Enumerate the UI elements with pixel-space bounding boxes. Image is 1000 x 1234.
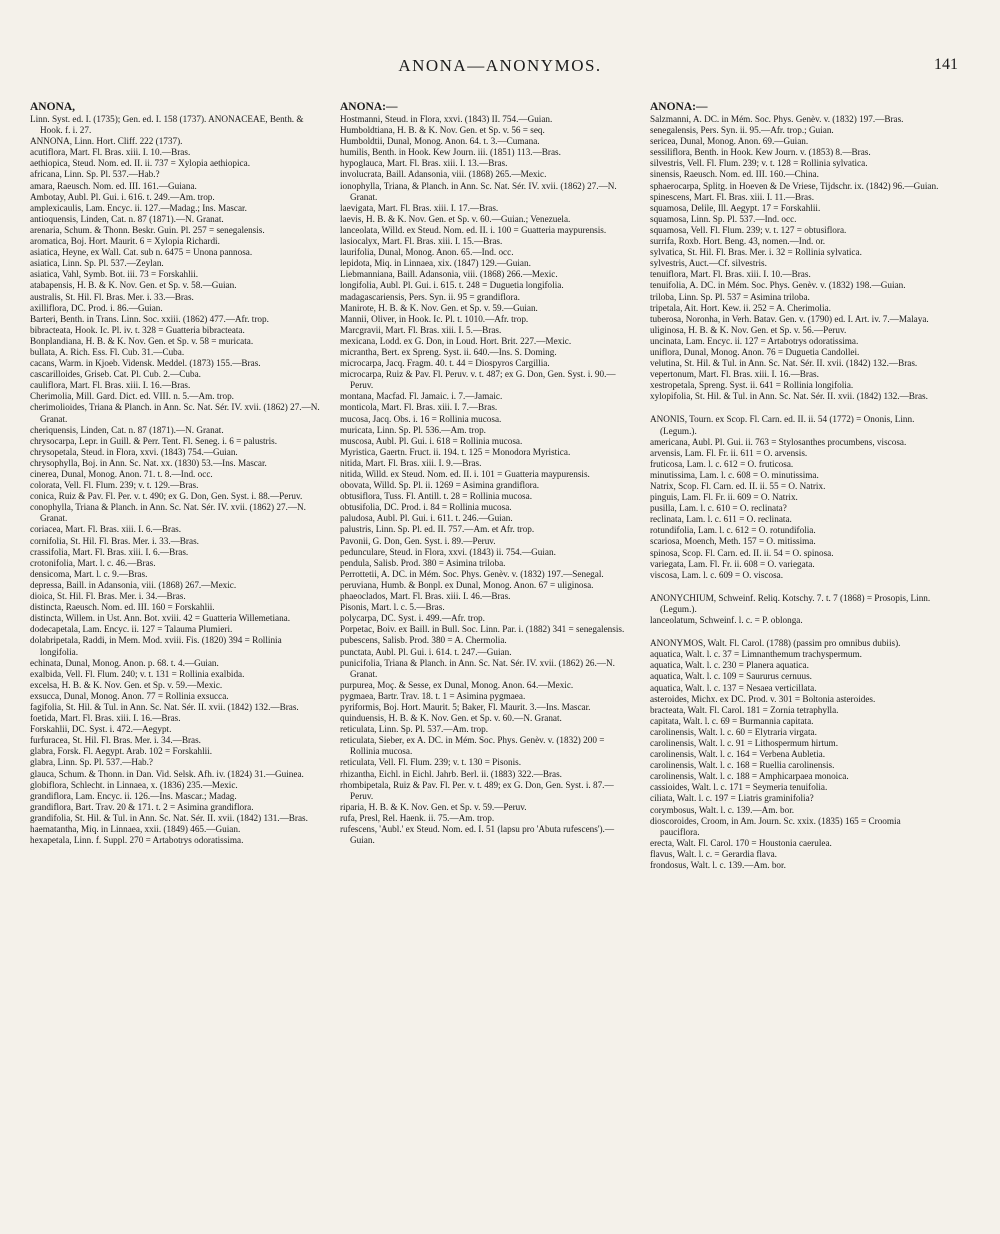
index-entry: dolabripetala, Raddi, in Mem. Mod. xviii. Fis. (1820) 394 = Rollinia longifolia. xyxy=(30,635,282,657)
index-entry: cauliflora, Mart. Fl. Bras. xiii. I. 16.—Bras. xyxy=(30,380,191,391)
index-entry: tenuifolia, A. DC. in Mém. Soc. Phys. Genèv. v. (1832) 198.—Guian. xyxy=(650,280,906,291)
index-entry: dioscoroides, Croom, in Am. Journ. Sc. xxix. (1835) 165 = Croomia pauciflora. xyxy=(650,815,901,837)
index-entry: tripetala, Ait. Hort. Kew. ii. 252 = A. Cherimolia. xyxy=(650,302,831,313)
index-entry: reticulata, Vell. Fl. Flum. 239; v. t. 130 = Pisonis. xyxy=(340,757,522,768)
genus-heading: ANONA:— xyxy=(340,101,398,113)
index-entry: cornifolia, St. Hil. Fl. Bras. Mer. i. 33.—Bras. xyxy=(30,535,199,546)
index-entry: pusilla, Lam. l. c. 610 = O. reclinata? xyxy=(650,503,787,514)
index-entry: conophylla, Triana & Planch. in Ann. Sc. Nat. Sér. IV. xvii. (1862) 27.—N. Granat. xyxy=(30,502,306,524)
index-entry: aquatica, Walt. l. c. 137 = Nesaea verticillata. xyxy=(650,682,817,693)
index-entry: rhizantha, Eichl. in Eichl. Jahrb. Berl. ii. (1883) 322.—Bras. xyxy=(340,768,562,779)
genus-heading: ANONA:— xyxy=(650,101,708,113)
index-entry: capitata, Walt. l. c. 69 = Burmannia capitata. xyxy=(650,715,814,726)
index-entry: asiatica, Linn. Sp. Pl. 537.—Zeylan. xyxy=(30,258,164,269)
index-entry: viscosa, Lam. l. c. 609 = O. viscosa. xyxy=(650,569,784,580)
index-entry: surrifa, Roxb. Hort. Beng. 43, nomen.—Ind. or. xyxy=(650,236,826,247)
index-entry: crotonifolia, Mart. l. c. 46.—Bras. xyxy=(30,557,156,568)
column-3 xyxy=(650,100,940,871)
index-entry: laevigata, Mart. Fl. Bras. xiii. I. 17.—Bras. xyxy=(340,202,499,213)
index-entry: erecta, Walt. Fl. Carol. 170 = Houstonia caerulea. xyxy=(650,837,832,848)
index-entry: lanceolata, Willd. ex Steud. Nom. ed. II. i. 100 = Guatteria maypurensis. xyxy=(340,224,607,235)
index-entry: pyriformis, Boj. Hort. Maurit. 5; Baker, Fl. Maurit. 3.—Ins. Mascar. xyxy=(340,701,591,712)
index-entry: microcarpa, Jacq. Fragm. 40. t. 44 = Diospyros Cargillia. xyxy=(340,358,550,369)
index-entry: bracteata, Walt. Fl. Carol. 181 = Zornia tetraphylla. xyxy=(650,704,839,715)
index-entry: obtusifolia, DC. Prod. i. 84 = Rollinia mucosa. xyxy=(340,502,512,513)
index-entry: Forskahlii, DC. Syst. i. 472.—Aegypt. xyxy=(30,724,172,735)
index-entry: sessiliflora, Benth. in Hook. Kew Journ. v. (1853) 8.—Bras. xyxy=(650,147,871,158)
index-entry: reclinata, Lam. l. c. 611 = O. reclinata. xyxy=(650,514,792,525)
index-entry: velutina, St. Hil. & Tul. in Ann. Sc. Nat. Sér. II. xvii. (1842) 132.—Bras. xyxy=(650,358,918,369)
index-entry: Liebmanniana, Baill. Adansonia, viii. (1868) 266.—Mexic. xyxy=(340,269,558,280)
index-entry: atabapensis, H. B. & K. Nov. Gen. et Sp. v. 58.—Guian. xyxy=(30,280,237,291)
index-entry: conica, Ruiz & Pav. Fl. Per. v. t. 490; ex G. Don, Gen. Syst. i. 88.—Peruv. xyxy=(30,491,303,502)
index-entry: obovata, Willd. Sp. Pl. ii. 1269 = Asimina grandiflora. xyxy=(340,480,540,491)
index-entry: pubescens, Salisb. Prod. 380 = A. Chermolia. xyxy=(340,635,507,646)
index-entry: hypoglauca, Mart. Fl. Bras. xiii. I. 13.—Bras. xyxy=(340,158,508,169)
index-entry: reticulata, Sieber, ex A. DC. in Mém. Soc. Phys. Genèv. v. (1832) 200 = Rollinia mucosa. xyxy=(340,735,605,757)
index-entry: rufa, Presl, Rel. Haenk. ii. 75.—Am. trop. xyxy=(340,812,495,823)
index-entry: carolinensis, Walt. l. c. 60 = Elytraria virgata. xyxy=(650,726,817,737)
index-entry: depressa, Baill. in Adansonia, viii. (1868) 267.—Mexic. xyxy=(30,579,237,590)
index-entry: Manirote, H. B. & K. Nov. Gen. et Sp. v. 59.—Guian. xyxy=(340,302,538,313)
index-entry: ciliata, Walt. l. c. 197 = Liatris graminifolia? xyxy=(650,793,814,804)
index-entry: Pavonii, G. Don, Gen. Syst. i. 89.—Peruv. xyxy=(340,535,496,546)
index-entry: Ambotay, Aubl. Pl. Gui. i. 616. t. 249.—Am. trop. xyxy=(30,191,215,202)
index-entry: grandiflora, Lam. Encyc. ii. 126.—Ins. Mascar.; Madag. xyxy=(30,790,237,801)
index-entry: pinguis, Lam. Fl. Fr. ii. 609 = O. Natrix. xyxy=(650,492,798,503)
index-entry: corymbosus, Walt. l. c. 139.—Am. bor. xyxy=(650,804,795,815)
index-entry: sericea, Dunal, Monog. Anon. 69.—Guian. xyxy=(650,136,809,147)
index-entry: Cherimolia, Mill. Gard. Dict. ed. VIII. n. 5.—Am. trop. xyxy=(30,391,234,402)
index-entry: flavus, Walt. l. c. = Gerardia flava. xyxy=(650,848,777,859)
index-entry: riparia, H. B. & K. Nov. Gen. et Sp. v. 59.—Peruv. xyxy=(340,801,527,812)
index-entry: excelsa, H. B. & K. Nov. Gen. et Sp. v. 59.—Mexic. xyxy=(30,679,223,690)
index-entry: bibracteata, Hook. Ic. Pl. iv. t. 328 = Guatteria bibracteata. xyxy=(30,324,245,335)
index-entry: montana, Macfad. Fl. Jamaic. i. 7.—Jamaic. xyxy=(340,391,503,402)
index-entry: furfuracea, St. Hil. Fl. Bras. Mer. i. 34.—Bras. xyxy=(30,735,201,746)
index-entry: cinerea, Dunal, Monog. Anon. 71. t. 8.—Ind. occ. xyxy=(30,469,213,479)
index-entry: humilis, Benth. in Hook. Kew Journ. iii. (1851) 113.—Bras. xyxy=(340,147,561,158)
index-entry: nitida, Willd. ex Steud. Nom. ed. II. i. 101 = Guatteria maypurensis. xyxy=(340,469,590,479)
index-entry: triloba, Linn. Sp. Pl. 537 = Asimina triloba. xyxy=(650,291,810,302)
index-entry: distincta, Willem. in Ust. Ann. Bot. xviii. 42 = Guatteria Willemetiana. xyxy=(30,613,291,624)
index-entry: phaeoclados, Mart. Fl. Bras. xiii. I. 46.—Bras. xyxy=(340,591,511,602)
index-entry: carolinensis, Walt. l. c. 188 = Amphicarpaea monoica. xyxy=(650,771,849,782)
index-entry: arvensis, Lam. Fl. Fr. ii. 611 = O. arvensis. xyxy=(650,447,808,458)
index-entry: peruviana, Humb. & Bonpl. ex Dunal, Monog. Anon. 67 = uliginosa. xyxy=(340,579,594,590)
index-entry: densicoma, Mart. l. c. 9.—Bras. xyxy=(30,568,148,579)
index-entry: uncinata, Lam. Encyc. ii. 127 = Artabotrys odoratissima. xyxy=(650,335,859,346)
index-entry: tenuiflora, Mart. Fl. Bras. xiii. I. 10.—Bras. xyxy=(650,269,811,280)
index-entry: carolinensis, Walt. l. c. 168 = Ruellia carolinensis. xyxy=(650,760,835,771)
index-entry: rhombipetala, Ruiz & Pav. Fl. Per. v. t. 489; ex G. Don, Gen. Syst. i. 87.—Peruv. xyxy=(340,779,614,801)
index-entry: madagascariensis, Pers. Syn. ii. 95 = grandiflora. xyxy=(340,291,520,302)
index-entry: laevis, H. B. & K. Nov. Gen. et Sp. v. 60.—Guian.; Venezuela. xyxy=(340,213,571,224)
column-2 xyxy=(340,100,630,846)
genus-entry: ANONYCHIUM, Schweinf. Reliq. Kotschy. 7. t. 7 (1868) = Prosopis, Linn. (Legum.). xyxy=(650,592,931,614)
index-entry: punicifolia, Triana & Planch. in Ann. Sc. Nat. Sér. IV. xvii. (1862) 26.—N. Granat. xyxy=(340,657,615,679)
index-entry: mucosa, Jacq. Obs. i. 16 = Rollinia mucosa. xyxy=(340,413,502,424)
index-entry: sylvatica, St. Hil. Fl. Bras. Mer. i. 32 = Rollinia sylvatica. xyxy=(650,247,862,258)
index-entry: fagifolia, St. Hil. & Tul. in Ann. Sc. Nat. Sér. II. xvii. (1842) 132.—Bras. xyxy=(30,701,299,712)
genus-entry: ANONYMOS, Walt. Fl. Carol. (1788) (passim pro omnibus dubiis). xyxy=(650,638,901,649)
index-entry: cascarilloides, Griseb. Cat. Pl. Cub. 2.—Cuba. xyxy=(30,369,201,380)
index-entry: obtusiflora, Tuss. Fl. Antill. t. 28 = Rollinia mucosa. xyxy=(340,491,533,502)
index-entry: tuberosa, Noronha, in Verh. Batav. Gen. v. (1790) ed. I. Art. iv. 7.—Malaya. xyxy=(650,313,929,324)
index-entry: colorata, Vell. Fl. Flum. 239; v. t. 129.—Bras. xyxy=(30,480,199,491)
index-entry: dioica, St. Hil. Fl. Bras. Mer. i. 34.—Bras. xyxy=(30,591,186,602)
index-entry: Humboldtiana, H. B. & K. Nov. Gen. et Sp. v. 56 = seq. xyxy=(340,125,545,136)
index-entry: australis, St. Hil. Fl. Bras. Mer. i. 33.—Bras. xyxy=(30,291,194,302)
index-entry: ANNONA, Linn. Hort. Cliff. 222 (1737). xyxy=(30,136,183,147)
index-entry: antioquensis, Linden, Cat. n. 87 (1871).—N. Granat. xyxy=(30,213,224,224)
index-entry: bullata, A. Rich. Ess. Fl. Cub. 31.—Cuba. xyxy=(30,346,185,357)
index-entry: carolinensis, Walt. l. c. 91 = Lithospermum hirtum. xyxy=(650,737,838,748)
index-entry: purpurea, Moç. & Sesse, ex Dunal, Monog. Anon. 64.—Mexic. xyxy=(340,679,574,690)
index-entry: squamosa, Delile, Ill. Aegypt. 17 = Forskahlii. xyxy=(650,202,821,213)
index-entry: rufescens, 'Aubl.' ex Steud. Nom. ed. I. 51 (lapsu pro 'Abuta rufescens').—Guian. xyxy=(340,824,615,846)
index-entry: longifolia, Aubl. Pl. Gui. i. 615. t. 248 = Duguetia longifolia. xyxy=(340,280,564,291)
index-entry: hexapetala, Linn. f. Suppl. 270 = Artabotrys odoratissima. xyxy=(30,835,244,846)
index-entry: scariosa, Moench, Meth. 157 = O. mitissima. xyxy=(650,536,816,547)
index-entry: Myristica, Gaertn. Fruct. ii. 194. t. 125 = Monodora Myristica. xyxy=(340,446,571,457)
index-entry: pendula, Salisb. Prod. 380 = Asimina triloba. xyxy=(340,557,506,568)
index-entry: arenaria, Schum. & Thonn. Beskr. Guin. Pl. 257 = senegalensis. xyxy=(30,224,265,235)
index-entry: aquatica, Walt. l. c. 230 = Planera aquatica. xyxy=(650,660,809,671)
index-entry: punctata, Aubl. Pl. Gui. i. 614. t. 247.—Guian. xyxy=(340,646,512,657)
index-entry: Perrottetii, A. DC. in Mém. Soc. Phys. Genèv. v. (1832) 197.—Senegal. xyxy=(340,568,604,579)
index-entry: nitida, Mart. Fl. Bras. xiii. I. 9.—Bras. xyxy=(340,457,482,468)
index-entry: coriacea, Mart. Fl. Bras. xiii. I. 6.—Bras. xyxy=(30,524,182,535)
index-entry: silvestris, Vell. Fl. Flum. 239; v. t. 128 = Rollinia sylvatica. xyxy=(650,158,868,169)
index-entry: uniflora, Dunal, Monog. Anon. 76 = Duguetia Candollei. xyxy=(650,346,860,357)
index-entry: Linn. Syst. ed. I. (1735); Gen. ed. I. 158 (1737). ANONACEAE, Benth. & Hook. f. i. 27. xyxy=(30,114,304,136)
index-entry: frondosus, Walt. l. c. 139.—Am. bor. xyxy=(650,860,786,870)
index-entry: amplexicaulis, Lam. Encyc. ii. 127.—Madag.; Ins. Mascar. xyxy=(30,202,247,213)
index-entry: palustris, Linn. Sp. Pl. ed. II. 757.—Am. et Afr. trop. xyxy=(340,524,535,535)
index-entry: squamosa, Linn. Sp. Pl. 537.—Ind. occ. xyxy=(650,213,797,224)
index-entry: rotundifolia, Lam. l. c. 612 = O. rotundifolia. xyxy=(650,525,816,536)
genus-entry: ANONIS, Tourn. ex Scop. Fl. Carn. ed. II. ii. 54 (1772) = Ononis, Linn. (Legum.). xyxy=(650,414,915,436)
index-entry: asiatica, Vahl, Symb. Bot. iii. 73 = Forskahlii. xyxy=(30,269,199,280)
index-entry: Marcgravii, Mart. Fl. Bras. xiii. I. 5.—Bras. xyxy=(340,324,502,335)
index-entry: Bonplandiana, H. B. & K. Nov. Gen. et Sp. v. 58 = muricata. xyxy=(30,335,254,346)
index-entry: uliginosa, H. B. & K. Nov. Gen. et Sp. v. 56.—Peruv. xyxy=(650,324,847,335)
index-entry: cassioides, Walt. l. c. 171 = Seymeria tenuifolia. xyxy=(650,782,828,793)
index-entry: cacans, Warm. in Kjoeb. Vidensk. Meddel. (1873) 155.—Bras. xyxy=(30,358,261,369)
index-entry: globiflora, Schlecht. in Linnaea, x. (1836) 235.—Mexic. xyxy=(30,779,238,790)
index-entry: amara, Raeusch. Nom. ed. III. 161.—Guiana. xyxy=(30,180,197,191)
index-entry: reticulata, Linn. Sp. Pl. 537.—Am. trop. xyxy=(340,724,489,735)
index-entry: micrantha, Bert. ex Spreng. Syst. ii. 640.—Ins. S. Doming. xyxy=(340,346,557,357)
index-entry: asiatica, Heyne, ex Wall. Cat. sub n. 6475 = Unona pannosa. xyxy=(30,247,253,258)
index-entry: aromatica, Boj. Hort. Maurit. 6 = Xylopia Richardi. xyxy=(30,236,220,247)
page-header xyxy=(0,56,1000,80)
index-entry: monticola, Mart. Fl. Bras. xiii. I. 7.—Bras. xyxy=(340,402,498,413)
index-entry: Pisonis, Mart. l. c. 5.—Bras. xyxy=(340,602,445,613)
index-entry: pedunculare, Steud. in Flora, xxvi. (1843) ii. 754.—Guian. xyxy=(340,546,556,557)
index-entry: axilliflora, DC. Prod. i. 86.—Guian. xyxy=(30,302,163,313)
index-entry: asteroides, Michx. ex DC. Prod. v. 301 = Boltonia asteroides. xyxy=(650,693,876,704)
index-entry: Humboldtii, Dunal, Monog. Anon. 64. t. 3.—Cumana. xyxy=(340,136,540,147)
index-entry: foetida, Mart. Fl. Bras. xiii. I. 16.—Bras. xyxy=(30,713,181,724)
index-entry: involucrata, Baill. Adansonia, viii. (1868) 265.—Mexic. xyxy=(340,169,547,180)
index-entry: spinescens, Mart. Fl. Bras. xiii. I. 11.—Bras. xyxy=(650,191,814,202)
index-entry: lepidota, Miq. in Linnaea, xix. (1847) 129.—Guian. xyxy=(340,258,531,269)
index-entry: variegata, Lam. Fl. Fr. ii. 608 = O. variegata. xyxy=(650,558,815,569)
index-entry: Porpetac, Boiv. ex Baill. in Bull. Soc. Linn. Par. i. (1882) 341 = senegalensis. xyxy=(340,624,625,635)
index-entry: sinensis, Raeusch. Nom. ed. III. 160.—China. xyxy=(650,169,819,180)
index-entry: laurifolia, Dunal, Monog. Anon. 65.—Ind. occ. xyxy=(340,247,514,258)
column-1 xyxy=(30,100,320,846)
index-entry: haematantha, Miq. in Linnaea, xxii. (1849) 465.—Guian. xyxy=(30,824,241,834)
index-entry: fruticosa, Lam. l. c. 612 = O. fruticosa. xyxy=(650,458,794,469)
index-entry: Hostmanni, Steud. in Flora, xxvi. (1843) II. 754.—Guian. xyxy=(340,114,553,124)
index-entry: senegalensis, Pers. Syn. ii. 95.—Afr. trop.; Guian. xyxy=(650,125,834,136)
index-entry: glabra, Forsk. Fl. Aegypt. Arab. 102 = Forskahlii. xyxy=(30,746,213,757)
index-entry: Salzmanni, A. DC. in Mém. Soc. Phys. Genèv. v. (1832) 197.—Bras. xyxy=(650,114,904,124)
index-entry: xylopifolia, St. Hil. & Tul. in Ann. Sc. Nat. Sér. II. xvii. (1842) 132.—Bras. xyxy=(650,391,928,402)
index-entry: mexicana, Lodd. ex G. Don, in Loud. Hort. Brit. 227.—Mexic. xyxy=(340,335,572,346)
index-entry: echinata, Dunal, Monog. Anon. p. 68. t. 4.—Guian. xyxy=(30,657,219,668)
index-entry: microcarpa, Ruiz & Pav. Fl. Peruv. v. t. 487; ex G. Don, Gen. Syst. i. 90.—Peruv. xyxy=(340,369,616,391)
index-entry: ionophylla, Triana, & Planch. in Ann. Sc. Nat. Sér. IV. xvii. (1862) 27.—N. Granat. xyxy=(340,180,617,202)
index-entry: paludosa, Aubl. Pl. Gui. i. 611. t. 246.—Guian. xyxy=(340,513,513,524)
index-entry: Mannii, Oliver, in Hook. Ic. Pl. t. 1010.—Afr. trop. xyxy=(340,313,529,324)
index-entry: vepertonum, Mart. Fl. Bras. xiii. I. 16.—Bras. xyxy=(650,369,819,380)
index-entry: grandiflora, Bart. Trav. 20 & 171. t. 2 = Asimina grandiflora. xyxy=(30,801,254,812)
index-entry: Natrix, Scop. Fl. Carn. ed. II. ii. 55 = O. Natrix. xyxy=(650,481,826,491)
page-number: 141 xyxy=(934,56,958,73)
index-entry: glabra, Linn. Sp. Pl. 537.—Hab.? xyxy=(30,757,153,768)
index-entry: distincta, Raeusch. Nom. ed. III. 160 = Forskahlii. xyxy=(30,602,215,613)
index-entry: muscosa, Aubl. Pl. Gui. i. 618 = Rollinia mucosa. xyxy=(340,435,523,446)
index-entry: polycarpa, DC. Syst. i. 499.—Afr. trop. xyxy=(340,613,485,624)
index-entry: dodecapetala, Lam. Encyc. ii. 127 = Talauma Plumieri. xyxy=(30,624,233,635)
index-entry: acutiflora, Mart. Fl. Bras. xiii. I. 10.—Bras. xyxy=(30,147,191,158)
index-entry: glauca, Schum. & Thonn. in Dan. Vid. Selsk. Afh. iv. (1824) 31.—Guinea. xyxy=(30,768,304,779)
index-entry: lasiocalyx, Mart. Fl. Bras. xiii. I. 15.—Bras. xyxy=(340,236,503,247)
index-entry: cherimolioides, Triana & Planch. in Ann. Sc. Nat. Sér. IV. xvii. (1862) 27.—N. Granat. xyxy=(30,402,320,424)
index-entry: crassifolia, Mart. Fl. Bras. xiii. I. 6.—Bras. xyxy=(30,546,189,557)
index-entry: squamosa, Vell. Fl. Flum. 239; v. t. 127 = obtusiflora. xyxy=(650,224,847,235)
index-entry: aquatica, Walt. l. c. 37 = Limnanthemum trachyspermum. xyxy=(650,649,862,660)
index-entry: africana, Linn. Sp. Pl. 537.—Hab.? xyxy=(30,169,160,180)
index-entry: chrysophylla, Boj. in Ann. Sc. Nat. xx. (1830) 53.—Ins. Mascar. xyxy=(30,457,267,468)
index-entry: carolinensis, Walt. l. c. 164 = Verbena Aubletia. xyxy=(650,749,826,760)
index-entry: sphaerocarpa, Splitg. in Hoeven & De Vriese, Tijdschr. ix. (1842) 96.—Guian. xyxy=(650,180,939,191)
genus-heading: ANONA, xyxy=(30,101,76,113)
index-entry: chrysopetala, Steud. in Flora, xxvi. (1843) 754.—Guian. xyxy=(30,446,238,457)
index-entry: Barteri, Benth. in Trans. Linn. Soc. xxiii. (1862) 477.—Afr. trop. xyxy=(30,313,269,324)
index-entry: cheriquensis, Linden, Cat. n. 87 (1871).—N. Granat. xyxy=(30,424,224,435)
index-entry: chrysocarpa, Lepr. in Guill. & Perr. Tent. Fl. Seneg. i. 6 = palustris. xyxy=(30,435,278,446)
index-entry: exsucca, Dunal, Monog. Anon. 77 = Rollinia exsucca. xyxy=(30,690,229,701)
index-entry: xestropetala, Spreng. Syst. ii. 641 = Rollinia longifolia. xyxy=(650,380,854,391)
index-entry: lanceolatum, Schweinf. l. c. = P. oblonga. xyxy=(650,615,803,626)
index-entry: spinosa, Scop. Fl. Carn. ed. II. ii. 54 = O. spinosa. xyxy=(650,547,834,558)
index-entry: muricata, Linn. Sp. Pl. 536.—Am. trop. xyxy=(340,424,486,435)
index-entry: exalbida, Vell. Fl. Flum. 240; v. t. 131 = Rollinia exalbida. xyxy=(30,668,245,679)
index-entry: aquatica, Walt. l. c. 109 = Saururus cernuus. xyxy=(650,671,812,682)
index-entry: minutissima, Lam. l. c. 608 = O. minutissima. xyxy=(650,469,819,480)
index-entry: pygmaea, Bartr. Trav. 18. t. 1 = Asimina pygmaea. xyxy=(340,690,526,701)
index-entry: grandifolia, St. Hil. & Tul. in Ann. Sc. Nat. Sér. II. xvii. (1842) 131.—Bras. xyxy=(30,812,308,823)
index-entry: americana, Aubl. Pl. Gui. ii. 763 = Stylosanthes procumbens, viscosa. xyxy=(650,436,907,447)
index-entry: aethiopica, Steud. Nom. ed. II. ii. 737 = Xylopia aethiopica. xyxy=(30,158,251,169)
index-entry: quinduensis, H. B. & K. Nov. Gen. et Sp. v. 60.—N. Granat. xyxy=(340,713,562,724)
index-entry: sylvestris, Auct.—Cf. silvestris. xyxy=(650,258,767,269)
running-title: ANONA—ANONYMOS. xyxy=(398,56,602,75)
